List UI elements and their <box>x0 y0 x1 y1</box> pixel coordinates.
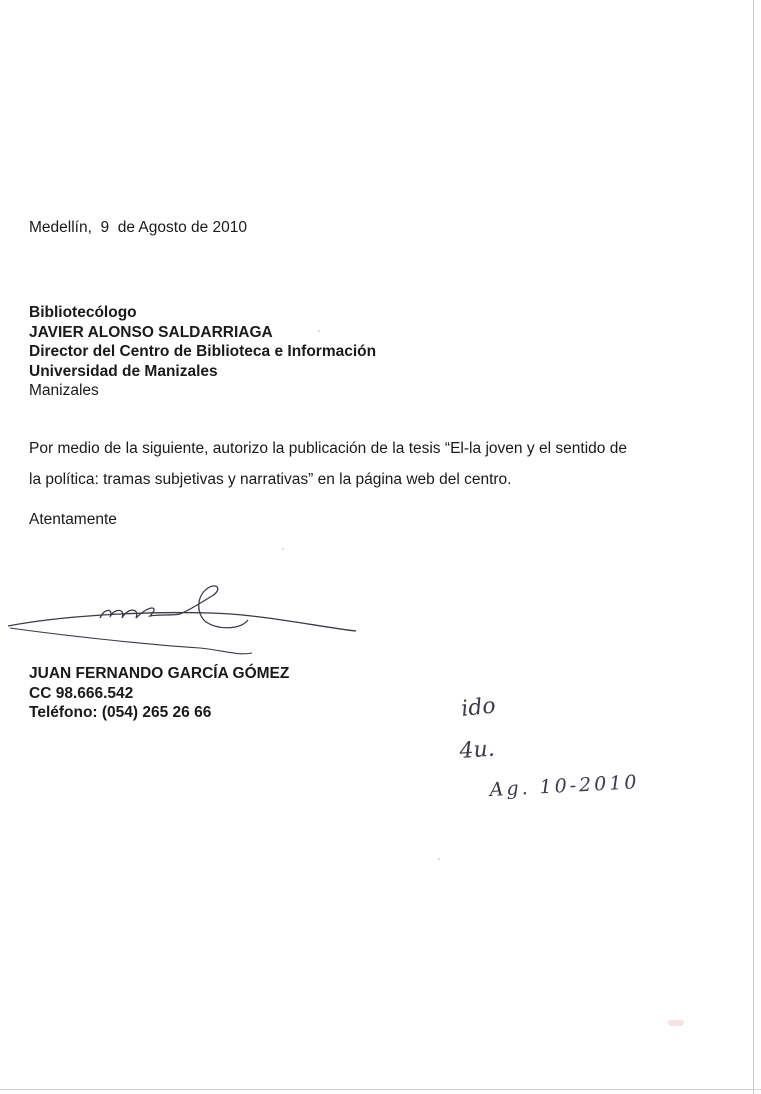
recipient-city: Manizales <box>29 382 99 399</box>
annotation-line-1: ido <box>460 693 497 722</box>
recipient-name: JAVIER ALONSO SALDARRIAGA <box>29 323 273 341</box>
signature-baseline-stroke <box>8 613 356 631</box>
recipient-block <box>29 303 376 401</box>
faint-stamp-mark <box>668 1020 684 1026</box>
scan-speck <box>282 548 284 550</box>
signature-loops <box>100 586 248 628</box>
scan-edge-bottom <box>0 1089 761 1090</box>
scan-edge-right <box>753 0 754 1094</box>
signer-id: CC 98.666.542 <box>29 684 134 702</box>
date-line: Medellín, 9 de Agosto de 2010 <box>29 219 248 236</box>
scan-speck <box>318 330 320 332</box>
signer-phone: Teléfono: (054) 265 26 66 <box>29 704 212 721</box>
signature <box>0 580 360 660</box>
recipient-position: Director del Centro de Biblioteca e Información <box>29 343 377 360</box>
annotation-line-2: 4u. <box>458 736 496 764</box>
annotation-line-3: Ag. 10-2010 <box>489 771 640 801</box>
signer-block <box>29 664 289 723</box>
recipient-title: Bibliotecólogo <box>29 304 137 321</box>
handwritten-annotation <box>440 680 680 810</box>
closing: Atentamente <box>29 511 117 528</box>
recipient-institution: Universidad de Manizales <box>29 362 218 380</box>
signature-lower-stroke <box>10 628 252 654</box>
letter-body: Por medio de la siguiente, autorizo la publicación de la tesis “El-la joven y el sentido de la política: tramas subjetivas y narrativas” en la página web del centro. <box>29 440 627 488</box>
signer-name: JUAN FERNANDO GARCÍA GÓMEZ <box>29 665 290 682</box>
scan-speck <box>438 858 440 860</box>
